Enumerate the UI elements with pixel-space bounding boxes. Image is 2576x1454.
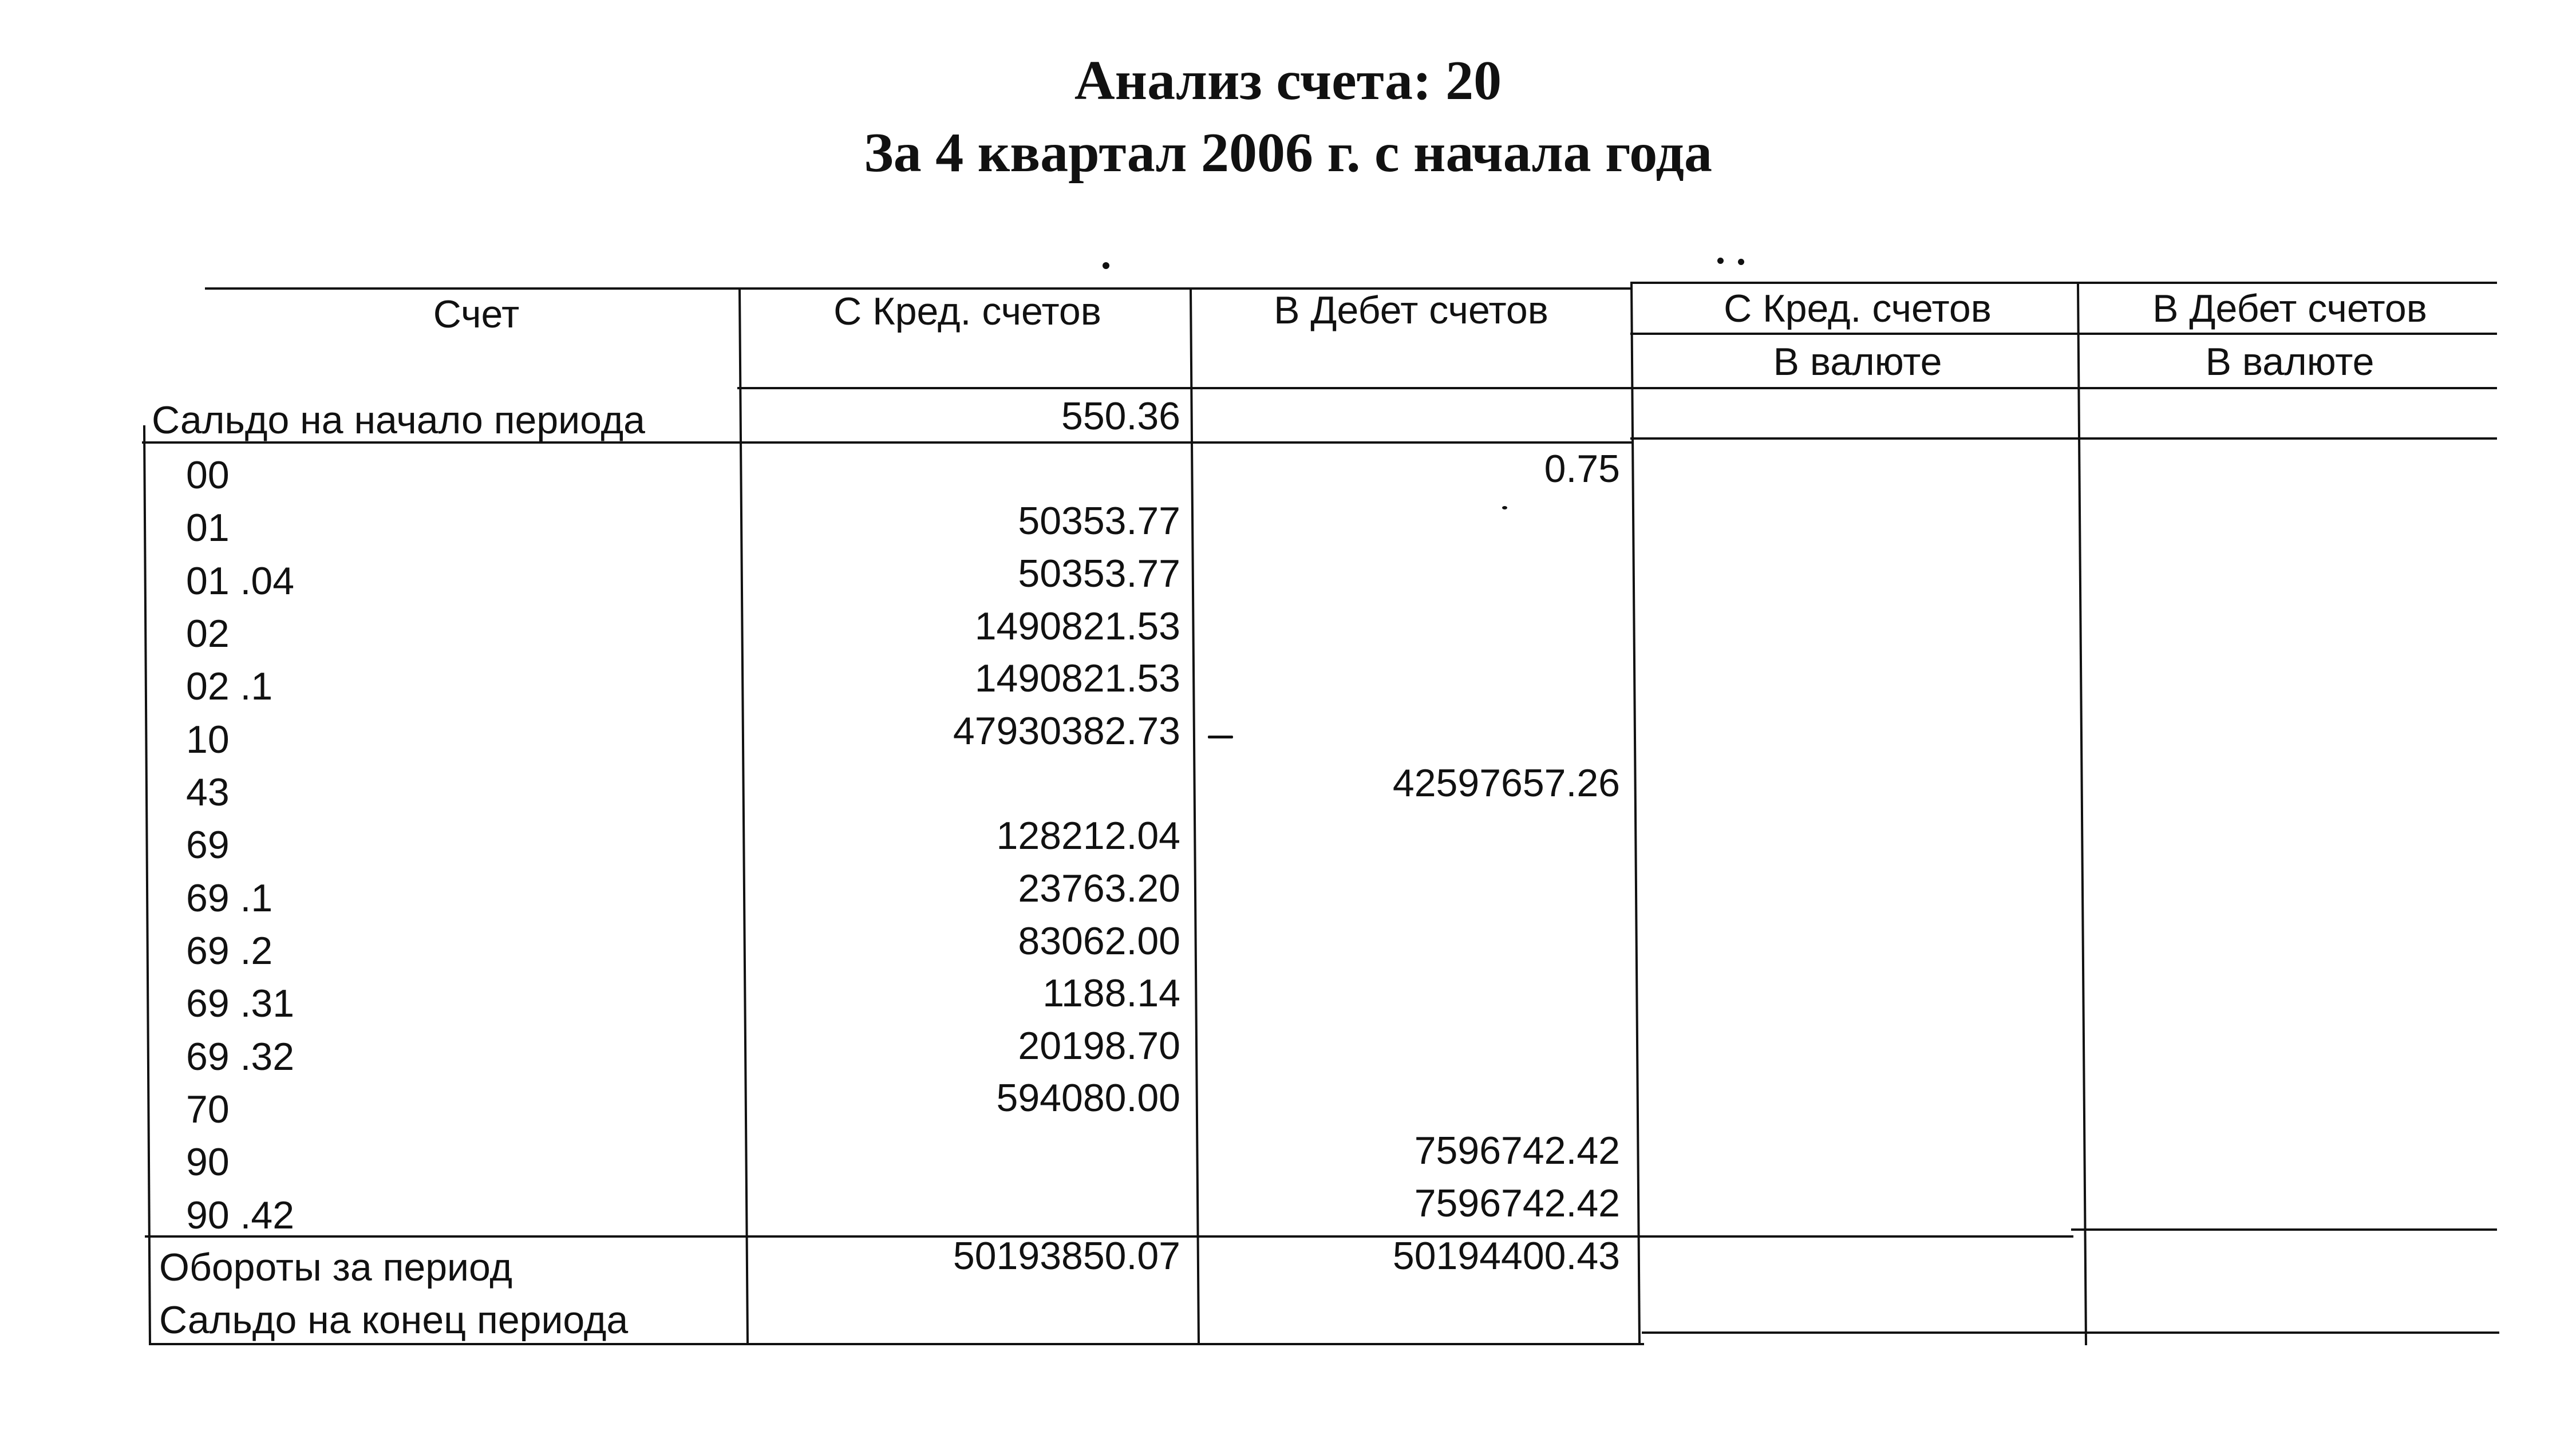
opening-balance-credit: 550.36: [1061, 394, 1180, 438]
row-credit: 50353.77: [1018, 552, 1180, 595]
row-credit: 47930382.73: [953, 709, 1180, 753]
row-credit: 1490821.53: [974, 657, 1180, 700]
document-subtitle: За 4 квартал 2006 г. с начала года: [864, 122, 1712, 184]
row-credit: 23763.20: [1018, 867, 1180, 910]
turnover-credit: 50193850.07: [953, 1234, 1180, 1278]
row-account: 02: [186, 612, 230, 655]
row-credit: 1490821.53: [974, 604, 1180, 648]
closing-balance-label: Сальдо на конец периода: [159, 1298, 629, 1342]
row-account: 02 .1: [186, 665, 273, 708]
row-account: 10: [186, 718, 230, 761]
header-credit: С Кред. счетов: [833, 290, 1101, 333]
row-debit: 7596742.42: [1414, 1182, 1620, 1225]
row-credit: 1188.14: [1042, 971, 1180, 1015]
opening-balance-label: Сальдо на начало периода: [152, 398, 645, 442]
row-account: 69 .31: [186, 982, 295, 1025]
row-account: 70: [186, 1088, 230, 1131]
header-account: Счет: [433, 293, 520, 336]
row-credit: 20198.70: [1018, 1024, 1180, 1068]
row-account: 90: [186, 1140, 230, 1184]
row-account: 43: [186, 771, 230, 814]
row-account: 69 .32: [186, 1035, 295, 1078]
row-credit: 50353.77: [1018, 499, 1180, 543]
row-credit: 594080.00: [996, 1076, 1180, 1120]
document-title: Анализ счета: 20: [1074, 50, 1502, 112]
row-account: 90 .42: [186, 1194, 295, 1237]
header-credit-currency: С Кред. счетов: [1724, 287, 1992, 330]
row-account: 01: [186, 506, 230, 550]
subheader-currency-debit: В валюте: [2205, 340, 2374, 384]
turnover-debit: 50194400.43: [1392, 1234, 1620, 1278]
turnover-label: Обороты за период: [159, 1246, 513, 1289]
row-account: 69: [186, 823, 230, 867]
header-debit-currency: В Дебет счетов: [2152, 287, 2427, 330]
row-debit: 0.75: [1544, 447, 1620, 491]
row-debit: 7596742.42: [1414, 1129, 1620, 1172]
row-account: 69 .1: [186, 876, 273, 920]
row-account: 69 .2: [186, 929, 273, 973]
row-account: 01 .04: [186, 559, 295, 603]
row-debit: 42597657.26: [1392, 761, 1620, 805]
row-account: 00: [186, 453, 230, 497]
subheader-currency-credit: В валюте: [1773, 340, 1942, 384]
row-credit: 83062.00: [1018, 919, 1180, 963]
header-debit: В Дебет счетов: [1274, 289, 1548, 332]
row-credit: 128212.04: [996, 814, 1180, 858]
